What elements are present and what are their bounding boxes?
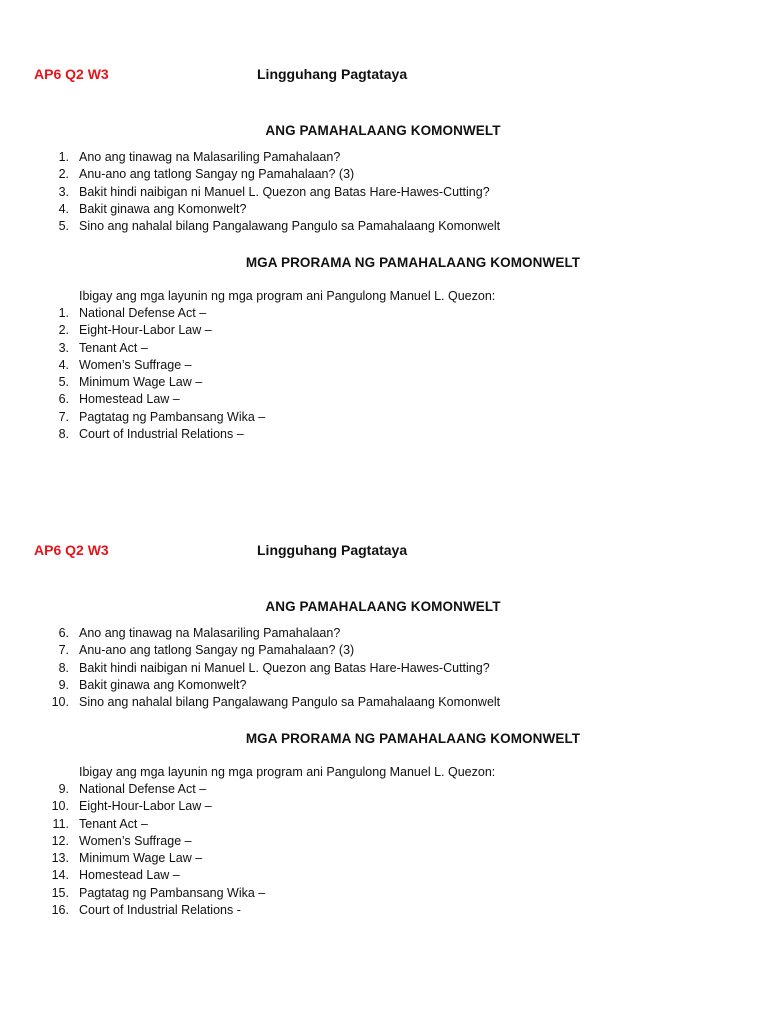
item-number: 1. bbox=[58, 306, 69, 320]
item-number: 16. bbox=[51, 903, 69, 918]
item-number: 6. bbox=[58, 626, 69, 640]
item-number: 14. bbox=[51, 868, 69, 883]
item-text: Court of Industrial Relations – bbox=[79, 427, 244, 442]
item-number: 12. bbox=[51, 833, 69, 848]
item-number: 4. bbox=[58, 357, 69, 372]
instruction-text: Ibigay ang mga layunin ng mga program ani Pangulong Manuel L. Quezon: bbox=[79, 289, 496, 303]
item-text: Tenant Act – bbox=[79, 340, 148, 355]
item-text: Bakit ginawa ang Komonwelt? bbox=[79, 201, 247, 216]
section-header bbox=[0, 65, 768, 85]
item-text: Bakit hindi naibigan ni Manuel L. Quezon ang Batas Hare-Hawes-Cutting? bbox=[79, 184, 490, 199]
item-number: 6. bbox=[58, 392, 69, 407]
item-text: Homestead Law – bbox=[79, 392, 180, 407]
subject-code: AP6 Q2 W3 bbox=[34, 66, 109, 82]
item-text: Ano ang tinawag na Malasariling Pamahalaan? bbox=[79, 626, 341, 640]
item-text: Homestead Law – bbox=[79, 868, 180, 883]
item-number: 8. bbox=[58, 660, 69, 675]
item-number: 10. bbox=[51, 799, 69, 814]
item-text: Sino ang nahalal bilang Pangalawang Pangulo sa Pamahalaang Komonwelt bbox=[79, 219, 501, 234]
item-number: 11. bbox=[52, 816, 69, 831]
item-text: Pagtatag ng Pambansang Wika – bbox=[79, 409, 266, 424]
item-number: 9. bbox=[58, 782, 69, 796]
item-text: Women’s Suffrage – bbox=[79, 357, 192, 372]
assessment-title: Lingguhang Pagtataya bbox=[257, 542, 408, 558]
item-text: Eight-Hour-Labor Law – bbox=[79, 799, 212, 814]
item-number: 2. bbox=[58, 167, 69, 182]
item-text: National Defense Act – bbox=[79, 782, 207, 796]
item-number: 7. bbox=[58, 643, 69, 658]
item-number: 3. bbox=[58, 184, 69, 199]
item-text: Minimum Wage Law – bbox=[79, 851, 203, 866]
section-heading-komonwelt: ANG PAMAHALAANG KOMONWELT bbox=[265, 123, 501, 138]
item-text: Sino ang nahalal bilang Pangalawang Pangulo sa Pamahalaang Komonwelt bbox=[79, 695, 501, 710]
item-number: 13. bbox=[51, 851, 69, 866]
item-text: Eight-Hour-Labor Law – bbox=[79, 323, 212, 338]
subject-code: AP6 Q2 W3 bbox=[34, 542, 109, 558]
item-text: Anu-ano ang tatlong Sangay ng Pamahalaan? (3) bbox=[79, 167, 355, 182]
item-number: 8. bbox=[58, 427, 69, 442]
section-header bbox=[0, 541, 768, 561]
item-number: 10. bbox=[51, 695, 69, 710]
item-number: 7. bbox=[58, 409, 69, 424]
item-text: National Defense Act – bbox=[79, 306, 207, 320]
item-text: Court of Industrial Relations - bbox=[79, 903, 241, 918]
worksheet-section-2 bbox=[0, 541, 768, 941]
item-text: Women’s Suffrage – bbox=[79, 833, 192, 848]
instruction-text: Ibigay ang mga layunin ng mga program ani Pangulong Manuel L. Quezon: bbox=[79, 765, 496, 779]
item-number: 15. bbox=[51, 885, 69, 900]
section-heading-programs: MGA PRORAMA NG PAMAHALAANG KOMONWELT bbox=[245, 731, 581, 746]
item-number: 1. bbox=[58, 150, 69, 164]
item-number: 4. bbox=[58, 201, 69, 216]
item-number: 5. bbox=[58, 375, 69, 390]
item-text: Bakit ginawa ang Komonwelt? bbox=[79, 677, 247, 692]
item-number: 3. bbox=[58, 340, 69, 355]
item-text: Minimum Wage Law – bbox=[79, 375, 203, 390]
assessment-title: Lingguhang Pagtataya bbox=[257, 66, 408, 82]
item-text: Bakit hindi naibigan ni Manuel L. Quezon ang Batas Hare-Hawes-Cutting? bbox=[79, 660, 490, 675]
item-text: Anu-ano ang tatlong Sangay ng Pamahalaan? (3) bbox=[79, 643, 355, 658]
section-heading-programs: MGA PRORAMA NG PAMAHALAANG KOMONWELT bbox=[245, 255, 581, 270]
item-number: 2. bbox=[58, 323, 69, 338]
section-heading-komonwelt: ANG PAMAHALAANG KOMONWELT bbox=[265, 599, 501, 614]
item-number: 5. bbox=[58, 219, 69, 234]
item-text: Tenant Act – bbox=[79, 816, 148, 831]
item-text: Ano ang tinawag na Malasariling Pamahalaan? bbox=[79, 150, 341, 164]
item-text: Pagtatag ng Pambansang Wika – bbox=[79, 885, 266, 900]
worksheet-section-1 bbox=[0, 65, 768, 465]
item-number: 9. bbox=[58, 677, 69, 692]
